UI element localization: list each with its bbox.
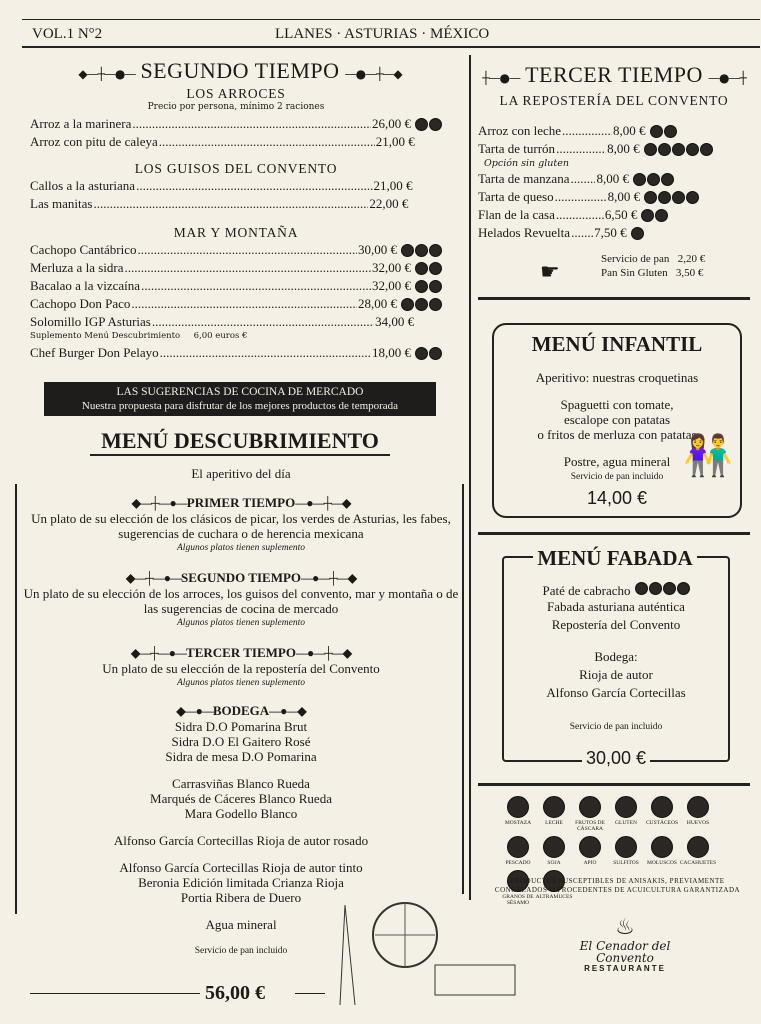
- menu-item: Tarta de manzana ..... 8,00 €: [478, 170, 748, 188]
- subsection-title: LA REPOSTERÍA DEL CONVENTO: [499, 93, 729, 108]
- text-line: Sidra D.O El Gaitero Rosé: [171, 734, 311, 749]
- leche-icon: [429, 347, 442, 360]
- frame-line: [295, 993, 325, 994]
- bread-prices: Servicio de pan 2,20 € Pan Sin Gluten 3,50 €: [601, 253, 706, 279]
- descubrimiento-body: [22, 466, 460, 959]
- menu-item: Solomillo IGP Asturias ..... 34,00 €: [30, 313, 442, 331]
- custáceos-icon: [651, 796, 673, 818]
- bread-note: Servicio de pan incluido: [570, 472, 664, 482]
- restaurant-logo: [565, 915, 685, 973]
- allergen-label: LECHE: [545, 820, 563, 826]
- leche-icon: [429, 298, 442, 311]
- allergen-label: GRANOS DE SÉSAMO: [502, 894, 534, 906]
- section-title: SEGUNDO TIEMPO: [140, 58, 340, 83]
- menu-item: Helados Revuelta ..... 7,50 €: [478, 224, 748, 242]
- course-title: BODEGA: [212, 703, 270, 718]
- course-note: Algunos platos tienen suplemento: [177, 543, 305, 553]
- fabada-line: Alfonso García Cortecillas: [546, 685, 686, 700]
- course-text: Un plato de su elección de los arroces, los guisos del convento, mar y montaña o de las sugerencias de cocina de mercado: [23, 586, 459, 616]
- leche-icon: [543, 796, 565, 818]
- text-line: Sidra de mesa D.O Pomarina: [165, 749, 317, 764]
- ornament-icon: —●—◆: [269, 704, 306, 718]
- allergen-item: [536, 836, 572, 866]
- allergen-item: [608, 836, 644, 866]
- text-line: Spaguetti con tomate,: [560, 397, 674, 412]
- crustaceos-icon: [415, 118, 428, 131]
- menu-item: Flan de la casa ..... 6,50 €: [478, 206, 748, 224]
- allergen-label: CACAHUETES: [679, 860, 717, 866]
- allergen-label: SOJA: [547, 860, 561, 866]
- aperitivo: El aperitivo del día: [191, 466, 291, 481]
- menu-item: Bacalao a la vizcaína ..... 32,00 €: [30, 277, 442, 295]
- huevos-icon: [687, 796, 709, 818]
- moluscos-icon: [651, 836, 673, 858]
- divider: [22, 19, 760, 20]
- allergen-item: [500, 796, 536, 832]
- frame-line: [90, 454, 390, 456]
- fabada-line: Paté de cabracho: [502, 582, 730, 598]
- course-text: Un plato de su elección de los clásicos de picar, los verdes de Asturias, les fabes, sugerencias de cuchara o de herencia mexicana: [31, 511, 451, 541]
- menu-item: Arroz con leche ..... 8,00 €: [478, 122, 748, 140]
- frame-line: [30, 993, 200, 994]
- gluten-icon: [615, 796, 637, 818]
- allergen-label: PESCADO: [505, 860, 531, 866]
- allergen-item: [680, 796, 716, 832]
- text-line: Mara Godello Blanco: [184, 806, 298, 821]
- allergen-label: HUEVOS: [686, 820, 710, 826]
- section-title: TERCER TIEMPO: [525, 62, 703, 87]
- supplement-note: Suplemento Menú Descubrimiento 6,00 euros €: [30, 331, 248, 341]
- course-text: Un plato de su elección de la repostería del Convento: [102, 661, 380, 676]
- tercer-header: [478, 62, 750, 88]
- fabada-line: [502, 634, 730, 648]
- fabada-title: MENÚ FABADA: [490, 546, 740, 571]
- allergen-item: [644, 836, 680, 866]
- ornament-icon: —●—┼—◆: [295, 496, 351, 510]
- allergen-label: GLUTEN: [615, 820, 637, 826]
- fire-pot-icon: ♨: [615, 915, 635, 940]
- divider: [478, 783, 750, 786]
- fabada-line: Rioja de autor: [579, 667, 653, 682]
- anisakis-note: PRODUCTOS SUSCEPTIBLES DE ANISAKIS, PREVIAMENTE CONGELADOS O PROCEDENTES DE ACUICULTURA GARANTIZADA: [494, 877, 741, 894]
- text-line: Alfonso García Cortecillas Rioja de autor rosado: [113, 833, 369, 848]
- huevos-icon: [415, 244, 428, 257]
- allergen-label: APIO: [583, 860, 597, 866]
- ornament-icon: ◆—┼—●—: [126, 571, 181, 585]
- allergen-label: ALTRAMUCES: [535, 894, 573, 900]
- globe-illustration: [335, 895, 525, 1010]
- menu-item: Tarta de queso ..... 8,00 €: [478, 188, 748, 206]
- text-line: escalope con patatas: [563, 412, 671, 427]
- sulfitos-icon: [429, 280, 442, 293]
- text-line: Alfonso García Cortecillas Rioja de autor tinto: [119, 860, 363, 875]
- menu-item: Arroz a la marinera ..... 26,00 €: [30, 115, 442, 133]
- menu-item: Chef Burger Don Pelayo ..... 18,00 €: [30, 344, 442, 362]
- fabada-lines: [502, 582, 730, 702]
- text-line: Portia Ribera de Duero: [180, 890, 302, 905]
- market-suggestions-banner: [44, 382, 436, 416]
- fabada-line: Fabada asturiana auténtica: [547, 599, 685, 614]
- text-line: o fritos de merluza con patatas: [537, 427, 697, 442]
- sulfitos-icon: [429, 262, 442, 275]
- allergen-label: MOLUSCOS: [647, 860, 677, 866]
- course-note: Algunos platos tienen suplemento: [177, 618, 305, 628]
- allergen-item: [572, 796, 608, 832]
- banner-title: LAS SUGERENCIAS DE COCINA DE MERCADO: [116, 386, 364, 398]
- menu-item: Las manitas ..... 22,00 €: [30, 195, 442, 213]
- leche-icon: [429, 244, 442, 257]
- subsection-title: LOS GUISOS DEL CONVENTO: [134, 161, 338, 176]
- apio-icon: [579, 836, 601, 858]
- pescado-icon: [507, 836, 529, 858]
- subsection-title: LOS ARROCES: [186, 86, 286, 101]
- divider: [478, 297, 750, 300]
- cacahuetes-icon: [687, 836, 709, 858]
- menu-item: Cachopo Don Paco ..... 28,00 €: [30, 295, 442, 313]
- text-line: Marqués de Cáceres Blanco Rueda: [150, 791, 332, 806]
- infantil-price: 14,00 €: [586, 488, 648, 508]
- divider: [478, 532, 750, 535]
- fabada-line: Bodega:: [594, 649, 638, 664]
- course-title: SEGUNDO TIEMPO: [180, 570, 302, 585]
- course-title: TERCER TIEMPO: [186, 645, 296, 660]
- ornament-icon: —●—┼: [708, 71, 746, 85]
- course-title: PRIMER TIEMPO: [186, 495, 296, 510]
- text-line: Agua mineral: [205, 917, 277, 932]
- arroces-section: [30, 86, 442, 362]
- frame-line: [15, 484, 17, 914]
- pescado-icon: [415, 280, 428, 293]
- column-divider: [469, 55, 471, 900]
- allergen-label: SULFITOS: [613, 860, 639, 866]
- soja-icon: [543, 836, 565, 858]
- segundo-header: [30, 58, 450, 84]
- allergen-item: [500, 836, 536, 866]
- huevos-icon: [415, 298, 428, 311]
- volume-label: VOL.1 N°2: [32, 26, 103, 42]
- menu-item: Tarta de turrón ..... 8,00 €: [478, 140, 748, 158]
- subsection-title: MAR Y MONTAÑA: [173, 225, 299, 240]
- fabada-line: Repostería del Convento: [551, 617, 681, 632]
- divider: [22, 46, 760, 48]
- sulfitos-icon: [615, 836, 637, 858]
- mostaza-icon: [507, 796, 529, 818]
- logo-sub: RESTAURANTE: [584, 964, 666, 973]
- infantil-title: MENÚ INFANTIL: [531, 332, 703, 356]
- text-line: [22, 848, 460, 860]
- banner-subtitle: Nuestra propuesta para disfrutar de los mejores productos de temporada: [81, 400, 399, 412]
- allergen-item: [572, 836, 608, 866]
- frutos-de-cáscara-icon: [579, 796, 601, 818]
- ornament-icon: ◆—┼—●—: [131, 496, 187, 510]
- menu-item: Callos a la asturiana ..... 21,00 €: [30, 177, 442, 195]
- location-label: LLANES · ASTURIAS · MÉXICO: [275, 26, 490, 42]
- ornament-icon: —●—┼—◆: [344, 67, 402, 81]
- ornament-icon: ◆—┼—●—: [78, 67, 136, 81]
- frame-line: [462, 484, 464, 894]
- menu-item: Arroz con pitu de caleya ..... 21,00 €: [30, 133, 442, 151]
- menu-item: Cachopo Cantábrico ..... 30,00 €: [30, 241, 442, 259]
- menu-item: Merluza a la sidra ..... 32,00 €: [30, 259, 442, 277]
- ornament-icon: —●—┼—◆: [301, 571, 356, 585]
- text-line: Beronia Edición limitada Crianza Rioja: [138, 875, 344, 890]
- note: Precio por persona, mínimo 2 raciones: [147, 102, 325, 112]
- bread-note: Servicio de pan incluido: [194, 946, 288, 956]
- pointing-hand-icon: ☛: [540, 260, 560, 285]
- text-line: [22, 764, 460, 776]
- ornament-icon: ┼—●—: [482, 71, 520, 85]
- allergen-item: [680, 836, 716, 866]
- text-line: Sidra D.O Pomarina Brut: [174, 719, 308, 734]
- allergen-item: [644, 796, 680, 832]
- allergen-label: MOSTAZA: [504, 820, 532, 826]
- logo-text: El Cenador del Convento: [579, 939, 671, 965]
- fabada-price: 30,00 €: [502, 748, 730, 769]
- text-line: [492, 385, 742, 397]
- allergen-label: CUSTÁCEOS: [645, 820, 679, 826]
- gluten-option: Opción sin gluten: [484, 158, 569, 169]
- allergen-label: FRUTOS DE CÁSCARA: [575, 820, 605, 832]
- pescado-icon: [415, 262, 428, 275]
- ornament-icon: ◆—┼—●—: [131, 646, 187, 660]
- allergen-item: [536, 796, 572, 832]
- text-line: Postre, agua mineral: [563, 454, 671, 469]
- text-line: [22, 821, 460, 833]
- text-line: Carrasviñas Blanco Rueda: [172, 776, 310, 791]
- ornament-icon: —●—┼—◆: [295, 646, 351, 660]
- moluscos-icon: [429, 118, 442, 131]
- gluten-icon: [415, 347, 428, 360]
- bread-note: Servicio de pan incluido: [569, 722, 663, 732]
- ornament-icon: ◆—●—: [176, 704, 213, 718]
- gluten-icon: [401, 244, 414, 257]
- allergen-item: [608, 796, 644, 832]
- course-note: Algunos platos tienen suplemento: [177, 678, 305, 688]
- desserts-list: [478, 122, 748, 242]
- descubrimiento-price: 56,00 €: [205, 982, 265, 1004]
- gluten-icon: [401, 298, 414, 311]
- descubrimiento-title: MENÚ DESCUBRIMIENTO: [101, 428, 379, 453]
- children-illustration: 👫: [683, 433, 733, 479]
- text-line: Aperitivo: nuestras croquetinas: [535, 370, 699, 385]
